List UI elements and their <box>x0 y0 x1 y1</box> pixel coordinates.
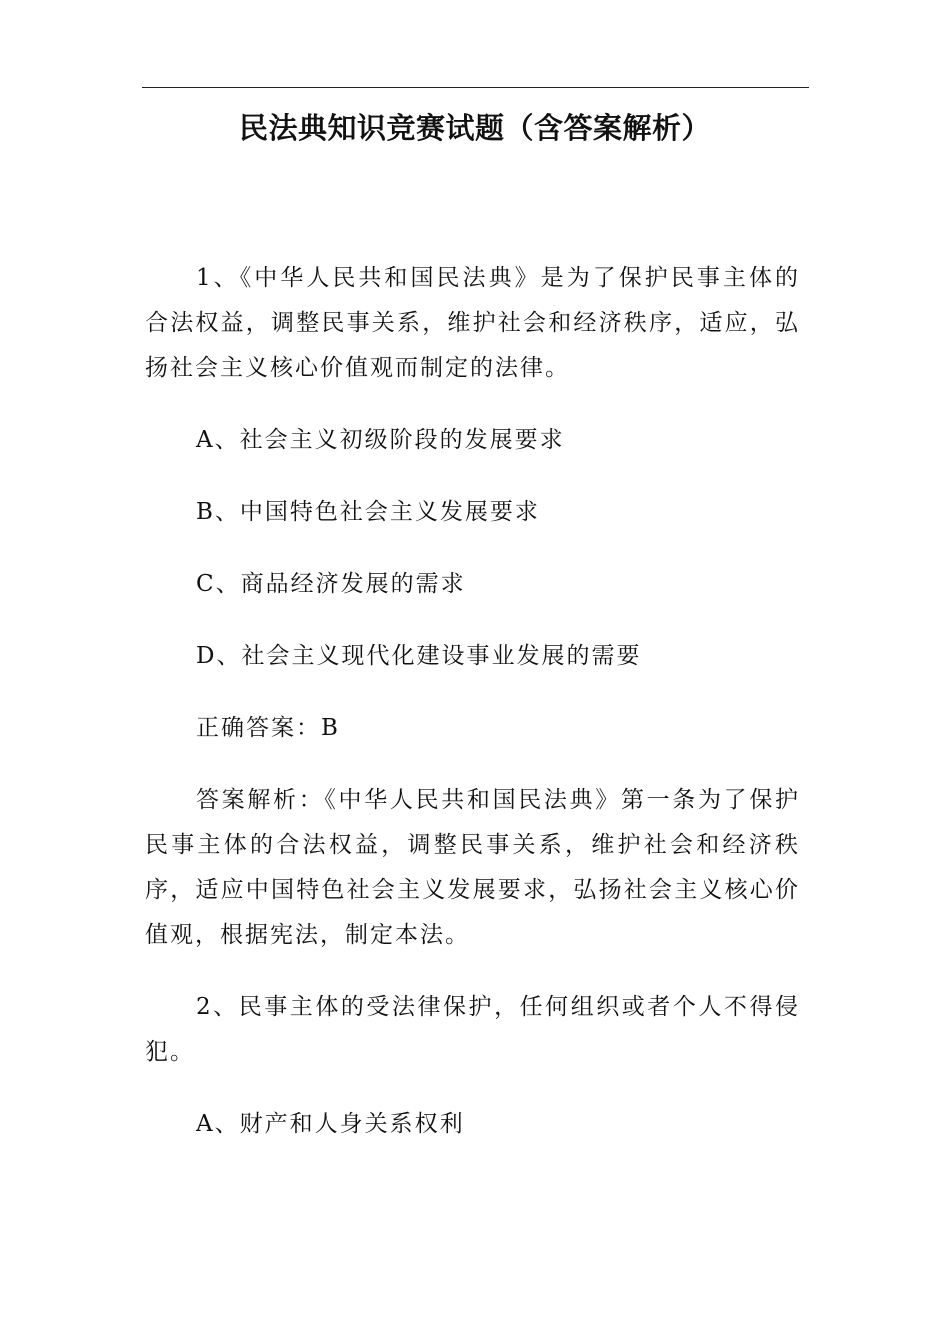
document-title: 民法典知识竞赛试题（含答案解析） <box>238 111 711 145</box>
question-1-stem: 1、《中华人民共和国民法典》是为了保护民事主体的合法权益，调整民事关系，维护社会和经济秩序，适应，弘扬社会主义核心价值观而制定的法律。 <box>145 265 800 381</box>
question-2-stem: 2、民事主体的受法律保护，任何组织或者个人不得侵犯。 <box>145 994 800 1065</box>
question-1-option-c: C、商品经济发展的需求 <box>196 571 466 597</box>
header-rule <box>142 87 809 88</box>
question-1-option-d: D、社会主义现代化建设事业发展的需要 <box>196 643 642 669</box>
question-1-answer: 正确答案：B <box>196 715 340 741</box>
question-1-option-b: B、中国特色社会主义发展要求 <box>196 499 540 525</box>
question-1-option-a: A、社会主义初级阶段的发展要求 <box>196 427 565 453</box>
question-1-analysis: 答案解析：《中华人民共和国民法典》第一条为了保护民事主体的合法权益，调整民事关系，维护社会和经济秩序，适应中国特色社会主义发展要求，弘扬社会主义核心价值观，根据宪法，制定本法。 <box>145 787 800 948</box>
document-body <box>145 256 800 1174</box>
question-2-option-a: A、财产和人身关系权利 <box>196 1111 465 1137</box>
